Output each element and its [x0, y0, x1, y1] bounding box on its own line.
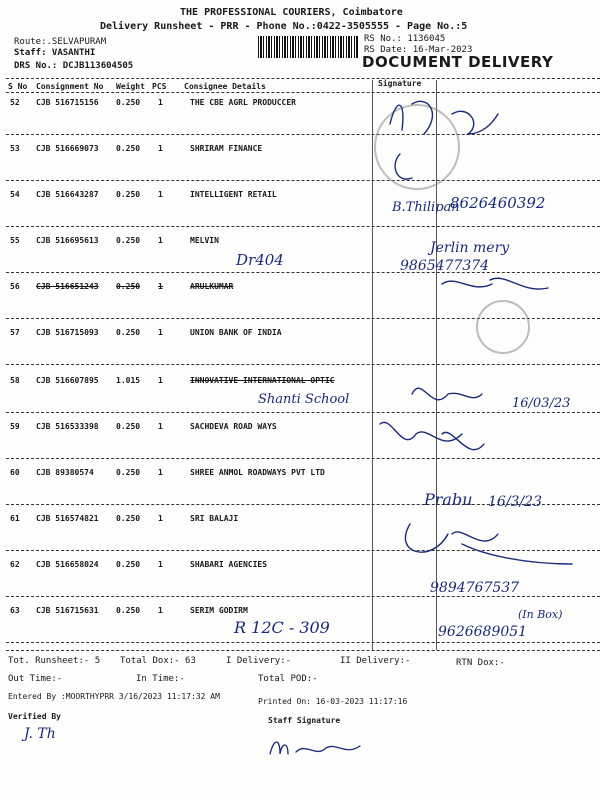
- row-weight: 0.250: [116, 468, 141, 477]
- row-consignee: SACHDEVA ROAD WAYS: [190, 422, 277, 431]
- row-consignment-number: CJB 516651243: [36, 282, 99, 291]
- row-weight: 0.250: [116, 144, 141, 153]
- in-time: In Time:-: [136, 674, 185, 684]
- row-consignment-number: CJB 516669073: [36, 144, 99, 153]
- row-pcs: 1: [158, 190, 163, 199]
- row-sno: 55: [10, 236, 20, 245]
- row-pcs: 1: [158, 468, 163, 477]
- row-weight: 0.250: [116, 328, 141, 337]
- row-consignee: SHRIRAM FINANCE: [190, 144, 263, 153]
- total-pod: Total POD:-: [258, 674, 318, 684]
- row-pcs: 1: [158, 514, 163, 523]
- row-pcs: 1: [158, 282, 163, 291]
- row-consignment-number: CJB 89380574: [36, 468, 94, 477]
- row-consignment-number: CJB 516715093: [36, 328, 99, 337]
- row-consignment-number: CJB 516715156: [36, 98, 99, 107]
- row-sno: 57: [10, 328, 20, 337]
- row-pcs: 1: [158, 328, 163, 337]
- handwritten-date: 16/3/23: [488, 494, 542, 510]
- header-bottom-divider: [6, 92, 600, 93]
- row-sno: 62: [10, 560, 20, 569]
- handwritten-receiver-name: Jerlin mery: [430, 240, 510, 256]
- col-consignee: Consignee Details: [184, 82, 266, 91]
- barcode: [258, 36, 358, 58]
- row-pcs: 1: [158, 606, 163, 615]
- row-consignment-number: CJB 516643287: [36, 190, 99, 199]
- row-consignment-number: CJB 516658024: [36, 560, 99, 569]
- row-consignee: SHABARI AGENCIES: [190, 560, 268, 569]
- first-delivery: I Delivery:-: [226, 656, 292, 666]
- row-consignee: ARULKUMAR: [190, 282, 234, 291]
- company-title: THE PROFESSIONAL COURIERS, Coimbatore: [180, 7, 403, 18]
- row-weight: 0.250: [116, 236, 141, 245]
- runsheet-subtitle: Delivery Runsheet - PRR - Phone No.:0422-3505555 - Page No.:5: [100, 21, 468, 32]
- col-signature: Signature: [378, 79, 422, 88]
- footer-divider: [6, 650, 600, 651]
- row-consignment-number: CJB 516607895: [36, 376, 99, 385]
- row-weight: 0.250: [116, 606, 141, 615]
- header-top-divider: [6, 78, 600, 79]
- row-consignee: INNOVATIVE INTERNATIONAL OPTIC: [190, 376, 335, 385]
- row-consignee: UNION BANK OF INDIA: [190, 328, 282, 337]
- row-pcs: 1: [158, 98, 163, 107]
- row-sno: 60: [10, 468, 20, 477]
- col-pcs: PCS: [152, 82, 167, 91]
- row-weight: 0.250: [116, 98, 141, 107]
- handwritten-box-note: (In Box): [518, 608, 563, 621]
- document-type: DOCUMENT DELIVERY: [362, 53, 554, 71]
- row-pcs: 1: [158, 422, 163, 431]
- row-consignment-number: CJB 516695613: [36, 236, 99, 245]
- col-consignment: Consignment No: [36, 82, 104, 91]
- row-sno: 59: [10, 422, 20, 431]
- total-runsheet: Tot. Runsheet:- 5: [8, 656, 101, 666]
- col-sno: S No: [8, 82, 28, 91]
- row-pcs: 1: [158, 376, 163, 385]
- row-sno: 53: [10, 144, 20, 153]
- row-consignee: MELVIN: [190, 236, 219, 245]
- row-weight: 0.250: [116, 560, 141, 569]
- row-consignment-number: CJB 516574821: [36, 514, 99, 523]
- route-label: Route:.SELVAPURAM: [14, 37, 107, 47]
- verifier-initials: J. Th: [24, 726, 56, 742]
- row-weight: 0.250: [116, 190, 141, 199]
- row-sno: 56: [10, 282, 20, 291]
- handwritten-phone: 8626460392: [450, 194, 546, 212]
- row-consignee: INTELLIGENT RETAIL: [190, 190, 277, 199]
- verified-by: Verified By: [8, 712, 61, 721]
- row-weight: 0.250: [116, 514, 141, 523]
- handwritten-phone: 9865477374: [400, 258, 490, 274]
- total-dox: Total Dox:- 63: [120, 656, 196, 666]
- entered-by: Entered By :MOORTHYPRR 3/16/2023 11:17:32 AM: [8, 692, 220, 701]
- handwritten-receiver-name: Prabu: [424, 490, 473, 509]
- row-sno: 58: [10, 376, 20, 385]
- row-sno: 54: [10, 190, 20, 199]
- return-dox: RTN Dox:-: [456, 658, 505, 668]
- row-sno: 52: [10, 98, 20, 107]
- row-pcs: 1: [158, 236, 163, 245]
- row-consignment-number: CJB 516533398: [36, 422, 99, 431]
- handwritten-phone: 9894767537: [430, 580, 520, 596]
- rs-date: RS Date: 16-Mar-2023: [364, 45, 473, 55]
- col-weight: Weight: [116, 82, 145, 91]
- handwritten-date: 16/03/23: [512, 396, 571, 411]
- row-pcs: 1: [158, 560, 163, 569]
- second-delivery: II Delivery:-: [340, 656, 411, 666]
- row-consignee: THE CBE AGRL PRODUCCER: [190, 98, 296, 107]
- row-consignee: SHREE ANMOL ROADWAYS PVT LTD: [190, 468, 325, 477]
- row-consignee: SRI BALAJI: [190, 514, 239, 523]
- out-time: Out Time:-: [8, 674, 63, 684]
- staff-signature-label: Staff Signature: [268, 716, 341, 725]
- handwritten-receiver-name: B.Thilipan: [392, 200, 460, 215]
- handwritten-phone: 9626689051: [438, 624, 528, 640]
- row-sno: 61: [10, 514, 20, 523]
- signature-scribbles: [372, 94, 600, 654]
- handwritten-door-number: Dr404: [236, 251, 284, 269]
- staff-label: Staff: VASANTHI: [14, 48, 96, 58]
- row-consignment-number: CJB 516715631: [36, 606, 99, 615]
- handwritten-school-note: Shanti School: [258, 392, 350, 407]
- rs-number: RS No.: 1136045: [364, 34, 446, 44]
- row-weight: 0.250: [116, 282, 141, 291]
- row-weight: 1.015: [116, 376, 141, 385]
- row-consignee: SERIM GODIRM: [190, 606, 248, 615]
- row-weight: 0.250: [116, 422, 141, 431]
- row-sno: 63: [10, 606, 20, 615]
- row-pcs: 1: [158, 144, 163, 153]
- printed-on: Printed On: 16-03-2023 11:17:16: [258, 697, 408, 706]
- handwritten-room-number: R 12C - 309: [234, 618, 330, 637]
- staff-signature: [266, 732, 366, 762]
- drs-number: DRS No.: DCJB113604505: [14, 61, 134, 71]
